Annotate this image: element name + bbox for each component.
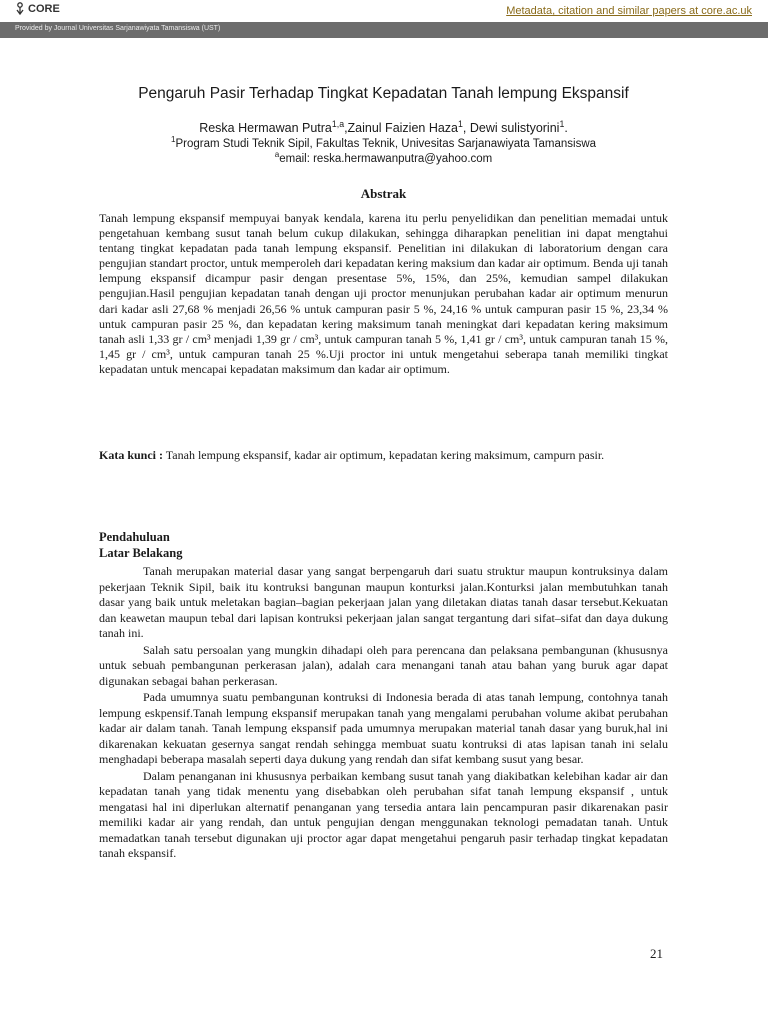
subsection-heading: Latar Belakang [99,546,183,560]
section-heading: Pendahuluan [99,530,170,544]
provided-by-bar [0,22,768,38]
keywords-text: Tanah lempung ekspansif, kadar air optimum, kepadatan kering maksimum, campurn pasir. [163,448,605,462]
core-logo-text: CORE [28,3,60,15]
paragraph: Dalam penanganan ini khususnya perbaikan kembang susut tanah yang diakibatkan kelebihan kadar air dan kepadatan tanah yang tidak menentu yang disebabkan oleh perubahan sifat tanah lempung ekspansif , untuk mengatasi hal ini diperlukan alternatif penanganan yang tersedia antara lain pencampuran pasir dikarenakan pasir memiliki kadar air yang rendah, dan untuk pengujian dengan menggunakan teknologi pemadatan tanah. Untuk memadatkan tanah tersebut digunakan uji proctor agar dapat mengetahui pengaruh pasir terhadap tingkat kepadatan tanah ekspansif. [99,768,668,860]
abstract-text: Tanah lempung ekspansif mempuyai banyak kendala, karena itu perlu penyelidikan dan penelitian memadai untuk pengetahuan kembang susut tanah belum cukup dilakukan, sehingga diharapkan penelitian ini dapat mengtahui tentang tingkat kepadatan pada tanah lempung ekspansif. Penelitian ini dilakukan di laboratorium dengan cara pengujian standart proctor, untuk memperoleh dari kepadatan kering maksium dan kadar air optimum. Benda uji tanah lempung ekspansif dicampur pasir dengan presentase 5%, 15%, dan 25%, kemudian sampel dilakukan pengujian.Hasil pengujian kepadatan tanah dengan uji proctor menunjukan perubahan kadar air optimum menurun dari kadar asli 27,68 % menjadi 26,56 % untuk campuran pasir 5 %, 24,16 % untuk campuran pasir 15 %, 23,34 % untuk campuran pasir 25 %, dan kepadatan kering maksimum tanah meningkat dari kepadatan kering maksimum tanah asli 1,33 gr / cm³ menjadi 1,39 gr / cm³, untuk campuran tanah 5 %, 1,41 gr / cm³, untuk campuran tanah 15 %, 1,45 gr / cm³, untuk campuran tanah 25 %.Uji proctor ini untuk mengetahui seberapa tanah memiliki tingkat kepadatan untuk mencapai kepadatan maksimum dan kadar air optimum. [99,211,669,376]
author-1-sup: 1,a [331,118,345,129]
affiliation-text: Program Studi Teknik Sipil, Fakultas Teknik, Univesitas Sarjanawiyata Tamansiswa [175,138,597,150]
page-number: 21 [650,946,663,961]
author-3: , Dewi sulistyorini [462,121,560,135]
core-logo-icon [14,2,26,16]
abstract-heading: Abstrak [360,186,407,201]
paper-title: Pengaruh Pasir Terhadap Tingkat Kepadatan Tanah lempung Ekspansif [138,85,629,102]
author-3-sup: 1 [559,118,565,129]
paragraph: Tanah merupakan material dasar yang sangat berpengaruh dari suatu struktur maupun kontruksinya dalam pekerjaan Teknik Sipil, baik itu kontruksi bangunan maupun konturksi jalan.Konturksi jalan membutuhkan tanah dasar yang baik untuk meletakan bagian–bagian pekerjaan jalan yang diletakan diatas tanah dasar tersebut.Kekuatan dan keawetan maupun tebal dari lapisan kontruksi pekerjaan jalan sangat tergantung dari sifat–sifat dan daya dukung tanah ini. [99,564,668,640]
provided-by-text[interactable]: Provided by Journal Universitas Sarjanawiyata Tamansiswa (UST) [15,25,221,32]
affiliation-sup: 1 [170,135,176,145]
author-2: ,Zainul Faizien Haza [344,121,459,135]
author-line [99,118,668,135]
keywords [99,447,668,464]
paragraph: Pada umumnya suatu pembangunan kontruksi di Indonesia berada di atas tanah lempung, contohnya tanah lempung eskpensif.Tanah lempung ekspansif merupakan tanah yang mengalami perubahan volume akibat perubahan kadar air dalam tanah. Tanah lempung ekspansif pada umumnya merupakan material tanah dasar yang buruk,hal ini dikarenakan kekuatan gesernya sangat rendah sehingga membuat suatu kontruksi di atas lapisan tanah ini selalu menghadapi beberapa masalah seperti daya dukung yang rendah dan sifat kembang susut yang besar. [99,690,668,766]
affiliation [99,135,668,150]
email-text: email: reska.hermawanputra@yahoo.com [279,153,493,165]
metadata-link[interactable]: Metadata, citation and similar papers at core.ac.uk [506,5,752,17]
core-header-bar [0,0,768,23]
author-line-end: . [564,121,568,135]
body-text [99,564,668,863]
author-2-sup: 1 [458,118,463,129]
email-sup: a [274,150,280,160]
core-logo[interactable] [14,2,60,16]
keywords-label: Kata kunci : [99,448,164,462]
author-email [99,150,668,165]
paragraph: Salah satu persoalan yang mungkin dihadapi oleh para perencana dan pelaksana pembangunan (khususnya untuk sebuah pembangunan perkerasan jalan), adalah cara menangani tanah atau bahan yang buruk agar dapat digunakan sebagai bahan perkerasan. [99,642,668,688]
author-1: Reska Hermawan Putra [199,121,332,135]
